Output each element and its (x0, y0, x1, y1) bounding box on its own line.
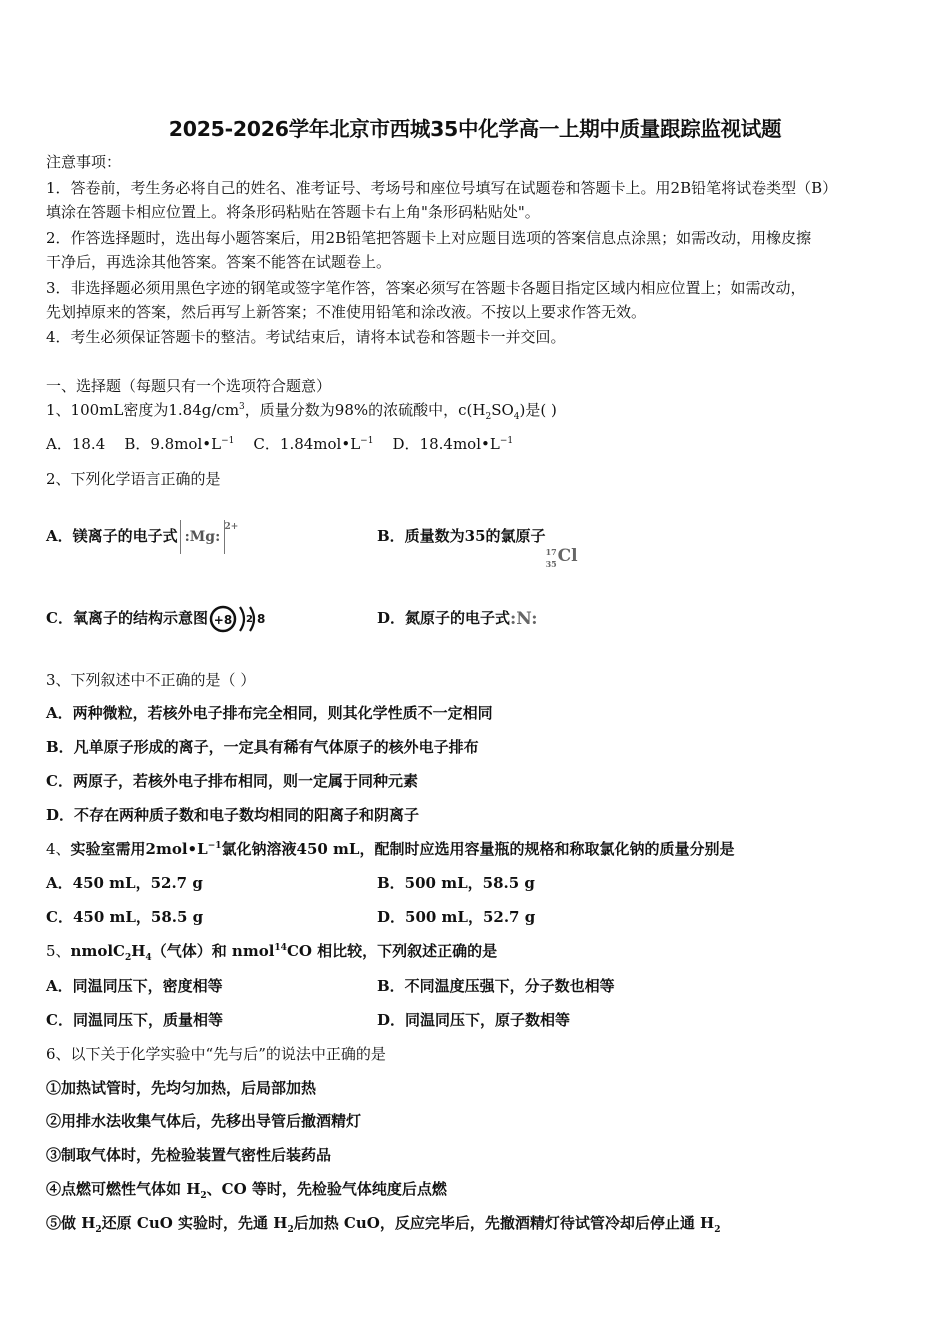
q1-option-c-text: C．1.84mol•L (253, 435, 361, 453)
question-number: 4、 (46, 840, 71, 858)
q5-superscript: 14 (274, 943, 287, 953)
q6-statement-5 (46, 1213, 721, 1233)
nuclide-lower-number: 35 (545, 559, 557, 569)
q1-option-b-text: B．9.8mol•L (124, 435, 222, 453)
q1-option-d[interactable] (393, 435, 514, 453)
nuclide-upper-number: 17 (545, 547, 557, 557)
q1-option-c-exp: −1 (360, 436, 374, 446)
nuclide-symbol: Cl (557, 546, 578, 566)
q5-stem-part: （气体）和 nmol (151, 942, 275, 960)
question-5-stem (46, 941, 497, 961)
oxide-ion-structure-diagram (208, 601, 270, 637)
notice-line-3: 2．作答选择题时，选出每小题答案后，用2B铅笔把答题卡上对应题目选项的答案信息点涂黑；如需改动，用橡皮擦 (46, 229, 812, 247)
q6-statement-2: ②用排水法收集气体后，先移出导管后撤酒精灯 (46, 1112, 362, 1130)
q3-option-d[interactable]: D．不存在两种质子数和电子数均相同的阳离子和阴离子 (46, 806, 420, 824)
q6-subscript: 2 (714, 1225, 721, 1235)
q5-subscript: 4 (145, 953, 152, 963)
q4-stem-part: 氯化钠溶液450 mL，配制时应选用容量瓶的规格和称取氯化钠的质量分别是 (221, 840, 735, 858)
q3-option-c[interactable]: C．两原子，若核外电子排布相同，则一定属于同种元素 (46, 772, 418, 790)
q2-option-c[interactable] (46, 590, 270, 646)
q6-statement-5-part: 还原 CuO 实验时，先通 H (101, 1214, 288, 1232)
q6-subscript: 2 (95, 1225, 102, 1235)
nucleus-charge: +8 (213, 613, 233, 627)
mg-charge: 2+ (224, 522, 239, 532)
q5-option-a[interactable]: A．同温同压下，密度相等 (46, 977, 223, 995)
question-3-stem: 3、下列叙述中不正确的是（ ） (46, 671, 256, 689)
q2-option-d[interactable] (377, 590, 538, 647)
q1-option-b[interactable] (124, 435, 234, 453)
question-1-options (46, 434, 513, 454)
notice-line-1: 1．答卷前，考生务必将自己的姓名、准考证号、考场号和座位号填写在试题卷和答题卡上。用2B铅笔将试卷类型（B） (46, 179, 838, 197)
notice-line-2: 填涂在答题卡相应位置上。将条形码粘贴在答题卡右上角"条形码粘贴处"。 (46, 203, 540, 221)
question-number: 5、 (46, 942, 71, 960)
question-number: 1、 (46, 401, 71, 419)
q1-option-b-exp: −1 (221, 436, 235, 446)
q4-stem-part: 实验室需用2mol•L (70, 840, 208, 858)
q5-subscript: 2 (124, 953, 132, 963)
q6-statement-4-part: 、CO 等时，先检验气体纯度后点燃 (206, 1180, 447, 1198)
section-heading: 一、选择题（每题只有一个选项符合题意） (46, 377, 332, 395)
mg-ion-electron-formula (180, 520, 239, 554)
q3-option-a[interactable]: A．两种微粒，若核外电子排布完全相同，则其化学性质不一定相同 (46, 704, 493, 722)
chlorine-nuclide-symbol (545, 522, 580, 569)
q2-option-b-text: B．质量数为35的氯原子 (377, 527, 546, 545)
q5-option-b[interactable]: B．不同温度压强下，分子数也相等 (377, 977, 615, 995)
question-2-stem: 2、下列化学语言正确的是 (46, 470, 221, 488)
notice-line-6: 先划掉原来的答案，然后再写上新答案；不准使用铅笔和涂改液。不按以上要求作答无效。 (46, 303, 647, 321)
notice-line-7: 4．考生必须保证答题卡的整洁。考试结束后，请将本试卷和答题卡一并交回。 (46, 328, 566, 346)
q6-statement-1: ①加热试管时，先均匀加热，后局部加热 (46, 1079, 317, 1097)
q1-stem-part: ，质量分数为98%的浓硫酸中，c(H (244, 401, 486, 419)
q5-option-d[interactable]: D．同温同压下，原子数相等 (377, 1011, 571, 1029)
q1-subscript: 4 (513, 412, 520, 422)
q4-superscript: −1 (207, 841, 222, 851)
q6-subscript: 2 (200, 1191, 207, 1201)
q5-option-c[interactable]: C．同温同压下，质量相等 (46, 1011, 223, 1029)
notice-line-5: 3．非选择题必须用黑色字迹的钢笔或签字笔作答，答案必须写在答题卡各题目指定区域内相应位置上；如需改动， (46, 279, 806, 297)
q6-statement-5-part: 后加热 CuO，反应完毕后，先撤酒精灯待试管冷却后停止通 H (293, 1214, 715, 1232)
q6-statement-4-part: ④点燃可燃性气体如 H (46, 1180, 201, 1198)
q1-superscript: 3 (239, 402, 245, 412)
question-1-stem (46, 400, 557, 420)
q1-stem-part: SO (491, 401, 514, 419)
q4-option-a[interactable]: A．450 mL，52.7 g (46, 874, 203, 892)
notice-heading: 注意事项： (46, 153, 122, 171)
mg-formula-text: :Mg: (184, 529, 221, 545)
shell-2-electrons: 8 (256, 612, 266, 626)
q1-stem-part: 100mL密度为1.84g/cm (70, 401, 240, 419)
shell-arc-1 (240, 607, 244, 631)
shell-1-electrons: 2 (245, 614, 253, 625)
q5-stem-part: H (131, 942, 146, 960)
question-6-stem: 6、以下关于化学实验中“先与后”的说法中正确的是 (46, 1045, 386, 1063)
q4-option-c[interactable]: C．450 mL，58.5 g (46, 908, 204, 926)
q5-stem-part: CO 相比较，下列叙述正确的是 (286, 942, 498, 960)
q1-option-d-exp: −1 (499, 436, 514, 446)
q4-option-b[interactable]: B．500 mL，58.5 g (377, 874, 535, 892)
q2-option-a[interactable] (46, 508, 239, 564)
question-4-stem (46, 839, 734, 859)
notice-line-4: 干净后，再选涂其他答案。答案不能答在试题卷上。 (46, 253, 392, 271)
page-title: 2025-2026学年北京市西城35中化学高一上期中质量跟踪监视试题 (168, 117, 782, 141)
q2-option-b[interactable] (377, 508, 580, 569)
q6-statement-5-part: ⑤做 H (46, 1214, 96, 1232)
nitrogen-electron-formula: :N: (510, 609, 538, 629)
q6-statement-4 (46, 1179, 447, 1199)
q5-stem-part: nmolC (70, 942, 125, 960)
q4-option-d[interactable]: D．500 mL，52.7 g (377, 908, 536, 926)
q2-option-a-text: A．镁离子的电子式 (46, 527, 178, 545)
q6-subscript: 2 (287, 1225, 294, 1235)
q1-option-a[interactable]: A．18.4 (46, 435, 106, 453)
q1-subscript: 2 (485, 412, 492, 422)
q1-option-c[interactable] (253, 435, 373, 453)
q6-statement-3: ③制取气体时，先检验装置气密性后装药品 (46, 1146, 332, 1164)
q3-option-b[interactable]: B．凡单原子形成的离子，一定具有稀有气体原子的核外电子排布 (46, 738, 479, 756)
q2-option-c-text: C．氧离子的结构示意图 (46, 609, 208, 627)
q2-option-d-text: D．氮原子的电子式 (377, 609, 511, 627)
q1-option-d-text: D．18.4mol•L (392, 435, 500, 453)
q1-stem-part: )是( ) (519, 401, 557, 419)
